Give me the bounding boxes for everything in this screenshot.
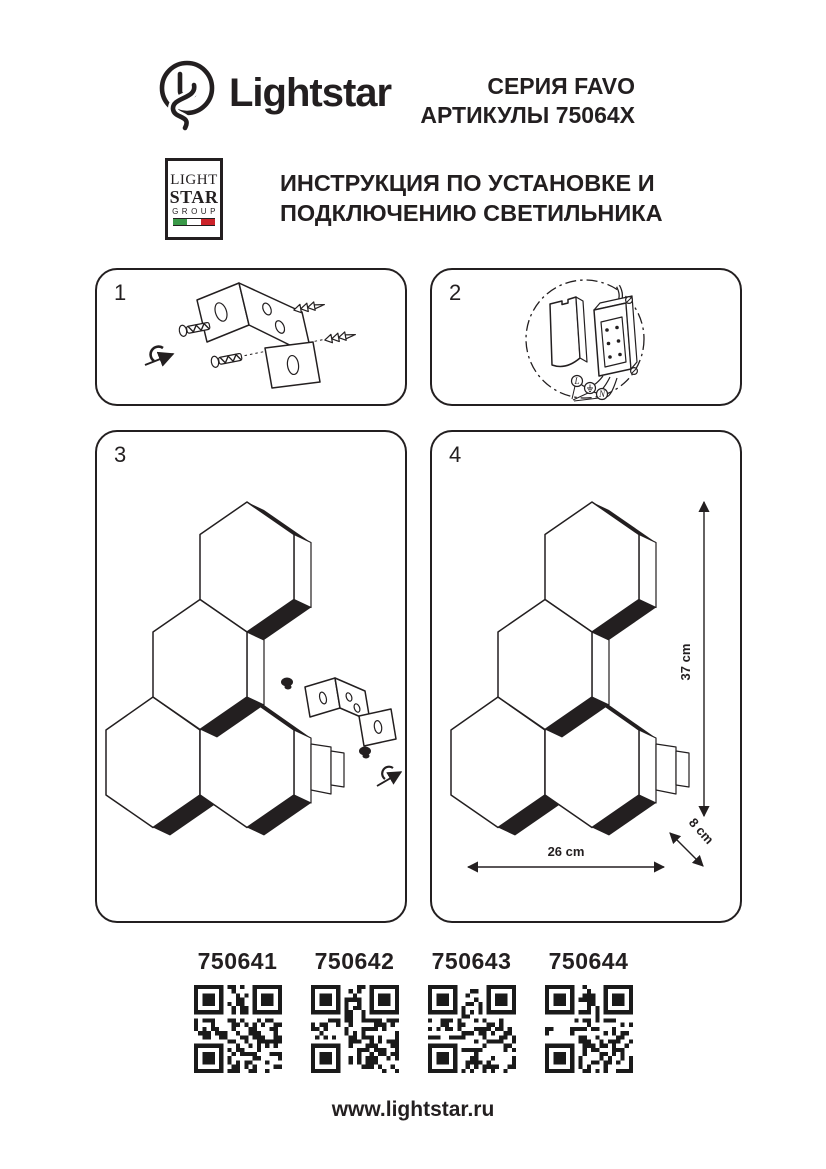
depth-label: 8 cm bbox=[685, 814, 717, 848]
wall-anchor-icon bbox=[324, 330, 356, 344]
step-2-diagram-wiring bbox=[432, 270, 744, 408]
article-list bbox=[0, 948, 826, 1078]
article-code: 750641 bbox=[197, 948, 278, 974]
qr-code bbox=[428, 985, 516, 1073]
wall-anchor-icon bbox=[293, 300, 325, 314]
series-name: СЕРИЯ FAVO bbox=[487, 73, 635, 99]
step-1-panel bbox=[95, 268, 407, 406]
screw-icon bbox=[210, 351, 242, 368]
step-3-panel bbox=[95, 430, 407, 923]
mounting-bracket bbox=[305, 678, 396, 746]
step-4-panel bbox=[430, 430, 742, 923]
title-line-2: ПОДКЛЮЧЕНИЮ СВЕТИЛЬНИКА bbox=[280, 200, 663, 226]
article-block bbox=[428, 948, 516, 1078]
step-4-diagram-dimensions bbox=[432, 432, 744, 925]
height-label: 37 cm bbox=[678, 643, 693, 681]
article-code: 750644 bbox=[548, 948, 629, 974]
article-block bbox=[194, 948, 282, 1078]
article-code: 750643 bbox=[431, 948, 512, 974]
live-wire-label: L bbox=[574, 376, 580, 386]
logo-line-star: STAR bbox=[169, 186, 219, 207]
step-1-number: 1 bbox=[114, 280, 127, 305]
terminal-cover bbox=[550, 297, 587, 366]
website-url: www.lightstar.ru bbox=[331, 1098, 495, 1121]
logo-line-light: LIGHT bbox=[170, 171, 218, 188]
lightstar-brand bbox=[157, 58, 391, 134]
italian-flag bbox=[173, 218, 215, 226]
step-4-number: 4 bbox=[449, 442, 462, 467]
step-1-diagram-mounting-bracket bbox=[97, 270, 409, 408]
qr-code bbox=[545, 985, 633, 1073]
article-block bbox=[311, 948, 399, 1078]
qr-code bbox=[311, 985, 399, 1073]
step-3-number: 3 bbox=[114, 442, 127, 467]
logo-line-group: GROUP bbox=[172, 206, 219, 216]
width-dimension bbox=[468, 844, 664, 867]
screwdriver-rotation-icon bbox=[377, 767, 401, 786]
fixing-screw-icon bbox=[359, 747, 371, 759]
depth-dimension bbox=[670, 815, 717, 866]
title-line-1: ИНСТРУКЦИЯ ПО УСТАНОВКЕ И bbox=[280, 170, 655, 196]
neutral-wire-label: N bbox=[598, 389, 606, 399]
fixing-screw-icon bbox=[281, 678, 293, 690]
lightstar-bulb-icon bbox=[157, 58, 219, 134]
supply-wires bbox=[572, 376, 618, 402]
lightstar-group-logo bbox=[165, 158, 223, 240]
article-code: 750642 bbox=[314, 948, 395, 974]
step-2-panel bbox=[430, 268, 742, 406]
document-title bbox=[280, 168, 663, 228]
series-articles: АРТИКУЛЫ 75064X bbox=[420, 102, 635, 128]
series-info bbox=[420, 72, 635, 130]
terminal-block bbox=[594, 286, 637, 376]
qr-code bbox=[194, 985, 282, 1073]
step-3-diagram-fixture-assembly bbox=[97, 432, 409, 925]
article-block bbox=[545, 948, 633, 1078]
screwdriver-rotation-icon bbox=[145, 347, 173, 365]
step-2-number: 2 bbox=[449, 280, 462, 305]
width-label: 26 cm bbox=[547, 844, 585, 859]
brand-wordmark: Lightstar bbox=[229, 71, 392, 115]
